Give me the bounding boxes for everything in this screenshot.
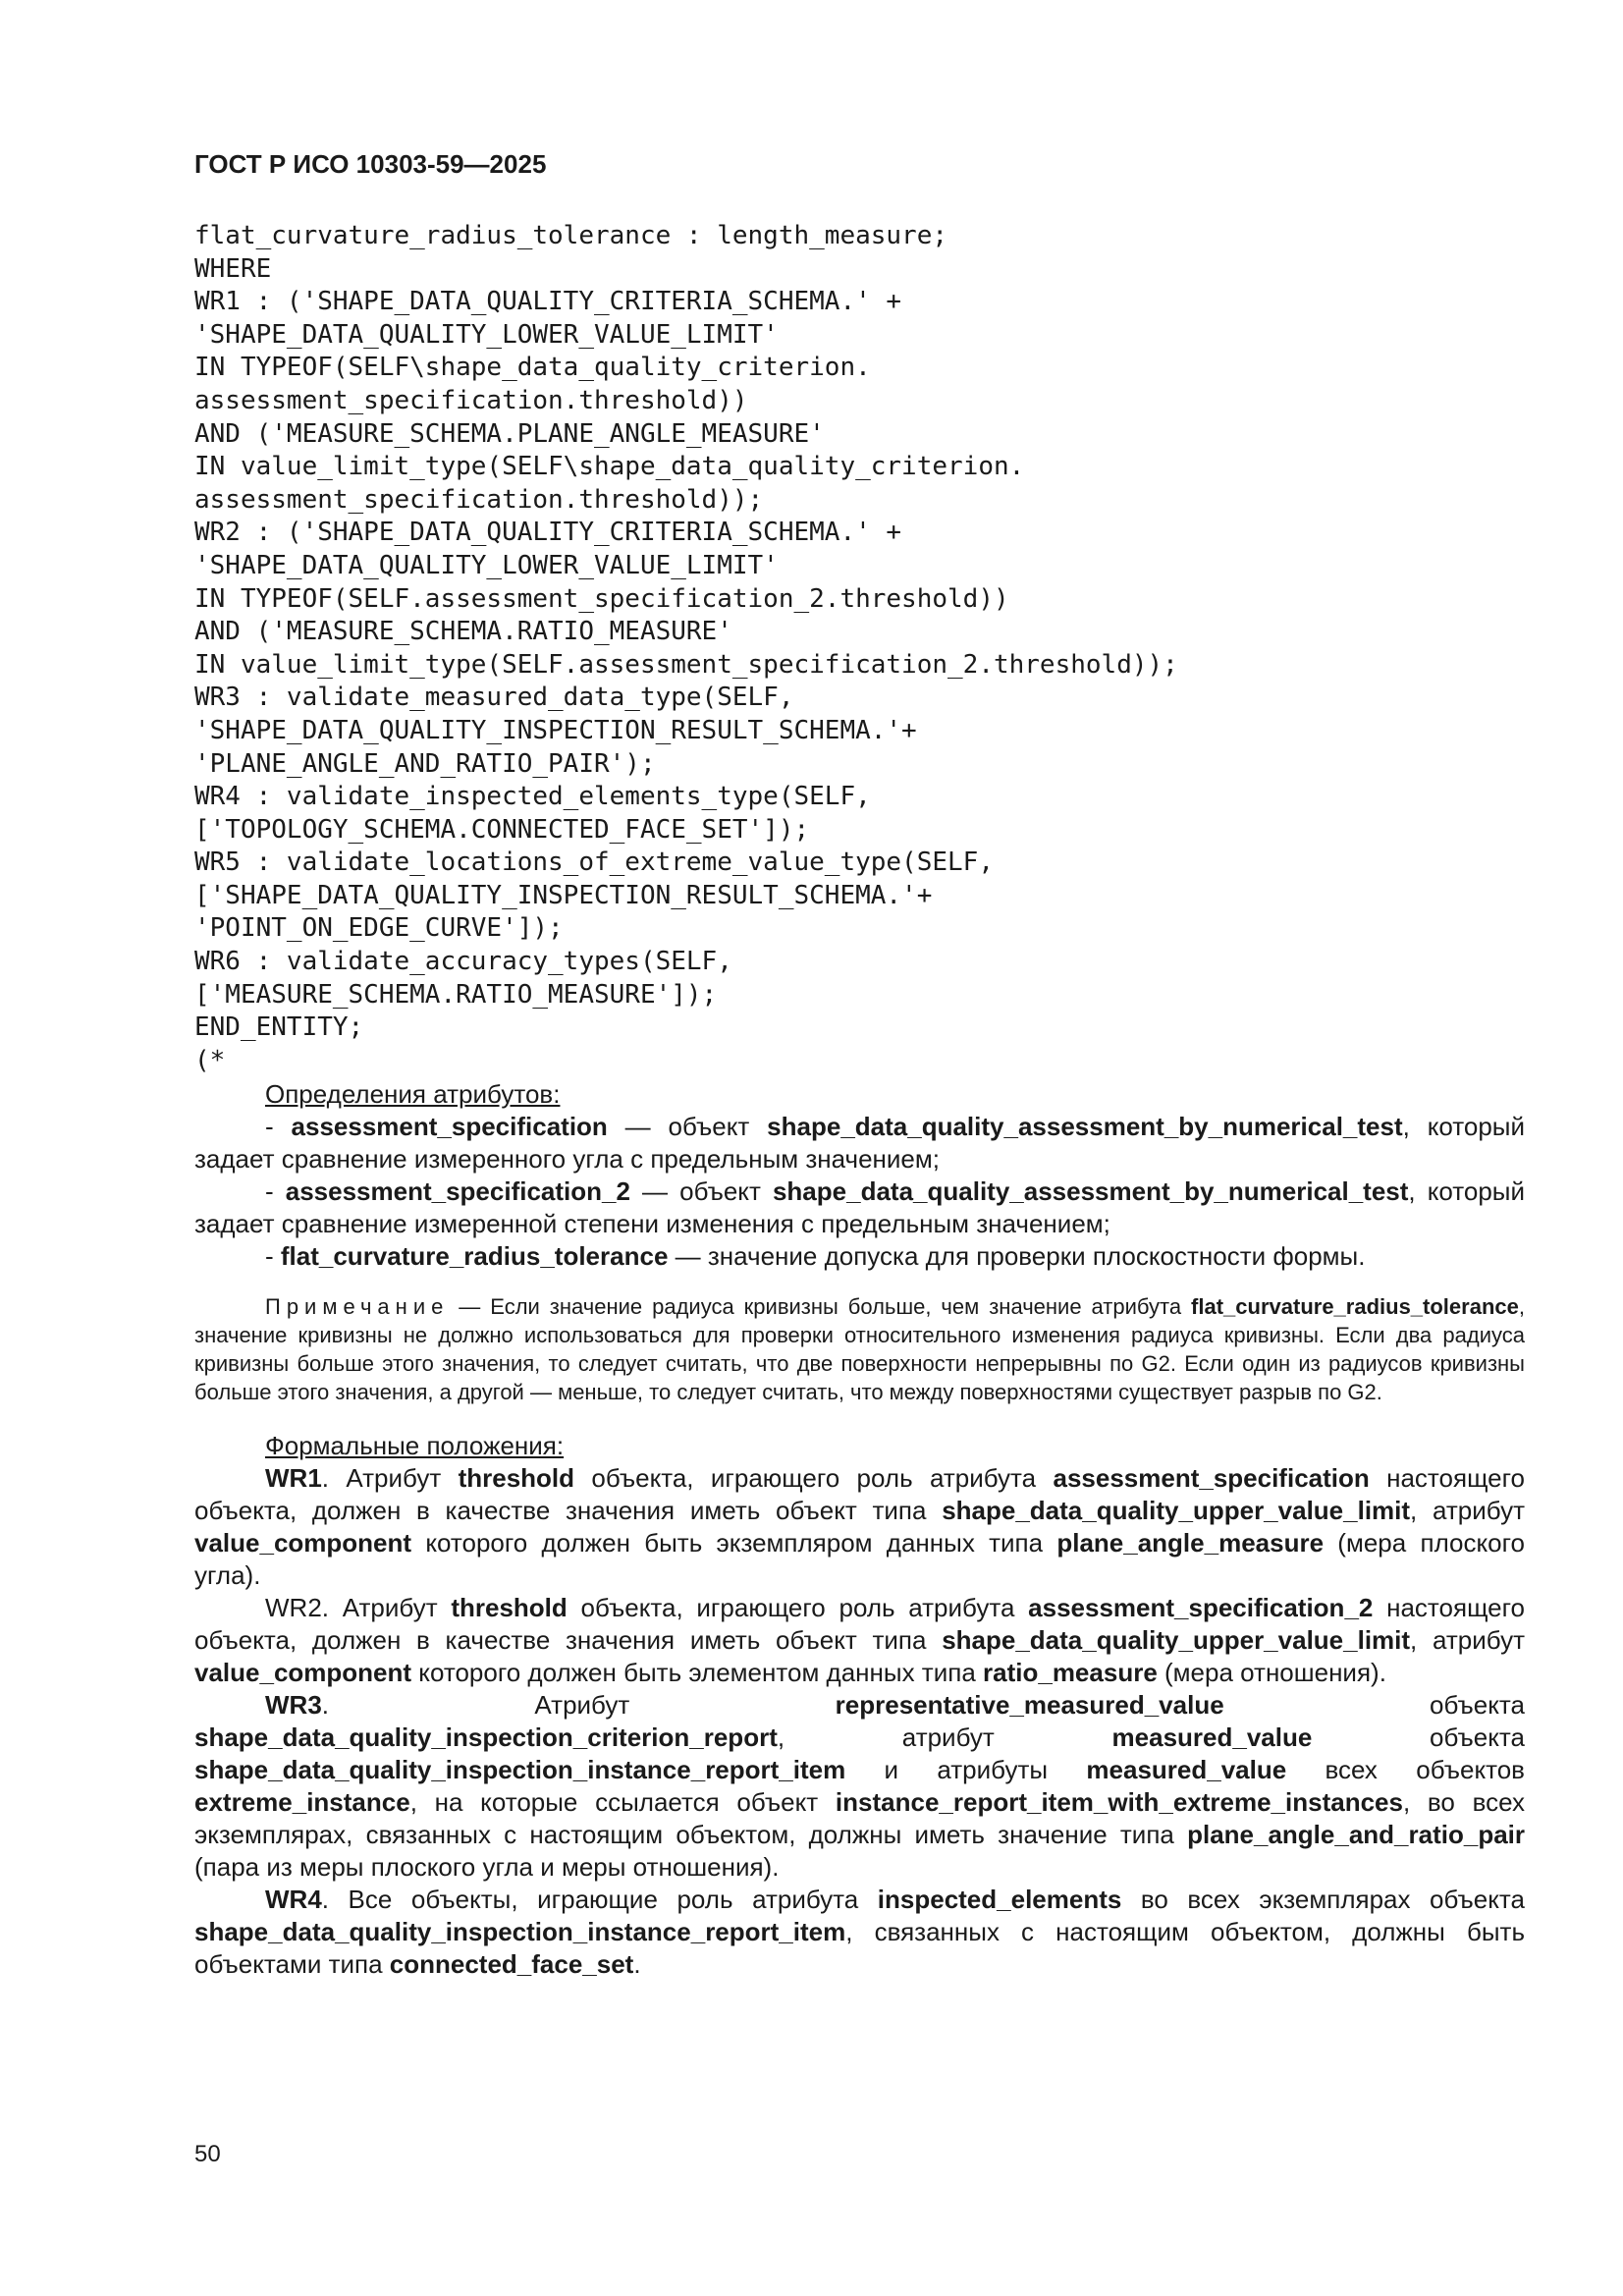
code-line: assessment_specification.threshold)) bbox=[194, 385, 748, 415]
rule-wr2: WR2. Атрибут threshold объекта, играющего роль атрибута assessment_specification_2 настоящего объекта, должен в качестве значения иметь объект типа shape_data_quality_upper_value_limit, атрибут value_component которого должен быть элементом данных типа ratio_measure (мера отношения). bbox=[194, 1593, 1525, 1687]
code-line: ['MEASURE_SCHEMA.RATIO_MEASURE']); bbox=[194, 979, 718, 1010]
code-line: END_ENTITY; bbox=[194, 1012, 364, 1043]
code-line: WR5 : validate_locations_of_extreme_value_type(SELF, bbox=[194, 847, 994, 878]
code-line: AND ('MEASURE_SCHEMA.PLANE_ANGLE_MEASURE' bbox=[194, 418, 825, 449]
code-line: WR6 : validate_accuracy_types(SELF, bbox=[194, 947, 732, 977]
code-line: assessment_specification.threshold)); bbox=[194, 484, 764, 515]
code-line: ['TOPOLOGY_SCHEMA.CONNECTED_FACE_SET']); bbox=[194, 814, 810, 845]
code-line: 'SHAPE_DATA_QUALITY_INSPECTION_RESULT_SCHEMA.'+ bbox=[194, 715, 917, 745]
rule-wr1: WR1. Атрибут threshold объекта, играющего роль атрибута assessment_specification настоящего объекта, должен в качестве значения иметь объект типа shape_data_quality_upper_value_limit, атрибут value_component которого должен быть экземпляром данных типа plane_angle_measure (мера плоского угла). bbox=[194, 1463, 1526, 1590]
attributes-heading-text: Определения атрибутов: bbox=[265, 1079, 561, 1109]
code-line: ['SHAPE_DATA_QUALITY_INSPECTION_RESULT_SCHEMA.'+ bbox=[194, 880, 933, 910]
code-line: WR3 : validate_measured_data_type(SELF, bbox=[194, 683, 794, 713]
code-line: IN TYPEOF(SELF\shape_data_quality_criterion. bbox=[194, 353, 871, 383]
code-line: WR4 : validate_inspected_elements_type(SELF, bbox=[194, 782, 871, 812]
code-line: IN value_limit_type(SELF\shape_data_quality_criterion. bbox=[194, 452, 1025, 482]
code-line: 'PLANE_ANGLE_AND_RATIO_PAIR'); bbox=[194, 748, 656, 779]
attribute-definition-2: - assessment_specification_2 — объект shape_data_quality_assessment_by_numerical_test, который задает сравнение измеренной степени изменения с предельным значением; bbox=[194, 1176, 1526, 1238]
code-line: 'SHAPE_DATA_QUALITY_LOWER_VALUE_LIMIT' bbox=[194, 319, 779, 350]
prose-section bbox=[194, 1078, 1525, 1981]
page-number: 50 bbox=[194, 2141, 221, 2167]
attribute-definition-3: - flat_curvature_radius_tolerance — значение допуска для проверки плоскостности формы. bbox=[265, 1241, 1366, 1271]
code-line: IN value_limit_type(SELF.assessment_specification_2.threshold)); bbox=[194, 649, 1178, 680]
code-line: WR1 : ('SHAPE_DATA_QUALITY_CRITERIA_SCHEMA.' + bbox=[194, 287, 902, 317]
code-line: 'SHAPE_DATA_QUALITY_LOWER_VALUE_LIMIT' bbox=[194, 550, 779, 580]
code-line: AND ('MEASURE_SCHEMA.RATIO_MEASURE' bbox=[194, 617, 732, 647]
rule-wr4: WR4. Все объекты, играющие роль атрибута inspected_elements во всех экземплярах объекта shape_data_quality_inspection_instance_report_item, связанных с настоящим объектом, должны быть объектами типа connected_face_set. bbox=[194, 1885, 1525, 1979]
attribute-definition-1: - assessment_specification — объект shape_data_quality_assessment_by_numerical_test, который задает сравнение измеренного угла с предельным значением; bbox=[194, 1112, 1525, 1174]
formal-heading-text: Формальные положения: bbox=[265, 1431, 565, 1460]
code-line: flat_curvature_radius_tolerance : length_measure; bbox=[194, 221, 948, 250]
note-paragraph: Примечание — Если значение радиуса кривизны больше, чем значение атрибута flat_curvature_radius_tolerance, значение кривизны не должно использоваться для проверки относительного изменения радиуса кривизны. Если два радиуса кривизны больше этого значения, то следует считать, что две поверхности непрерывны по G2. Если один из радиусов кривизны больше этого значения, а другой — меньше, то следует считать, что между поверхностями существует разрыв по G2. bbox=[194, 1294, 1525, 1404]
note-label: Примечание bbox=[265, 1294, 450, 1319]
code-line: WHERE bbox=[194, 253, 272, 284]
attributes-heading bbox=[194, 1078, 1525, 1111]
document-header: ГОСТ Р ИСО 10303-59—2025 bbox=[194, 149, 547, 179]
code-line: IN TYPEOF(SELF.assessment_specification_2.threshold)) bbox=[194, 583, 1009, 614]
code-line: 'POINT_ON_EDGE_CURVE']); bbox=[194, 913, 564, 944]
code-line: (* bbox=[194, 1045, 226, 1075]
express-code-block bbox=[194, 220, 1530, 1077]
code-line: WR2 : ('SHAPE_DATA_QUALITY_CRITERIA_SCHEMA.' + bbox=[194, 518, 902, 548]
rule-wr3: WR3. Атрибут representative_measured_value объекта shape_data_quality_inspection_criterion_report, атрибут measured_value объекта shape_data_quality_inspection_instance_report_item и атрибуты measured_value всех объектов extreme_instance, на которые ссылается объект instance_report_item_with_extreme_instances, во всех экземплярах, связанных с настоящим объектом, должны иметь значение типа plane_angle_and_ratio_pair (пара из меры плоского угла и меры отношения). bbox=[194, 1690, 1525, 1882]
formal-heading bbox=[194, 1430, 1525, 1462]
